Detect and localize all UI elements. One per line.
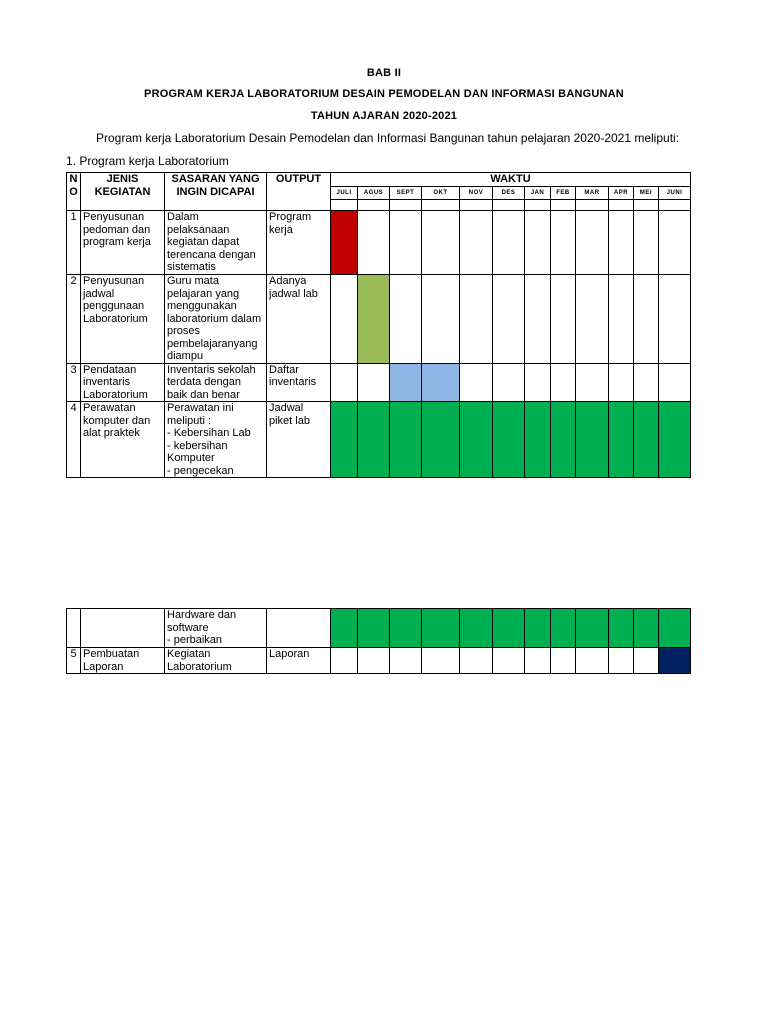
schedule-cell-filled (358, 609, 390, 648)
row-output: Adanya jadwal lab (267, 275, 331, 364)
row-sasaran: Hardware dan software - perbaikan (165, 609, 267, 648)
month-header: MEI (634, 186, 659, 200)
month-header: FEB (551, 186, 576, 200)
row-no: 5 (67, 648, 81, 674)
row-no (67, 609, 81, 648)
schedule-cell-filled (390, 402, 422, 478)
schedule-cell-filled (422, 609, 460, 648)
schedule-cell-filled (659, 648, 691, 674)
schedule-cell-filled (634, 402, 659, 478)
schedule-cell-filled (331, 609, 358, 648)
schedule-cell-filled (331, 402, 358, 478)
month-header: SEPT (390, 186, 422, 200)
intro-paragraph: Program kerja Laboratorium Desain Pemodelan dan Informasi Bangunan tahun pelajaran 2020-2021 meliputi: (96, 131, 680, 145)
schedule-cell-filled (576, 402, 609, 478)
row-jenis (81, 609, 165, 648)
month-header: NOV (460, 186, 493, 200)
schedule-cell-filled (460, 402, 493, 478)
month-header: OKT (422, 186, 460, 200)
schedule-cell-filled (390, 609, 422, 648)
schedule-cell-filled (493, 402, 525, 478)
row-sasaran: Perawatan ini meliputi : - Kebersihan Lab - kebersihan Komputer - pengecekan (165, 402, 267, 478)
row-jenis: Perawatan komputer dan alat praktek (81, 402, 165, 478)
schedule-cell-filled (576, 609, 609, 648)
month-header: APR (609, 186, 634, 200)
schedule-cell-filled (460, 609, 493, 648)
month-header: MAR (576, 186, 609, 200)
schedule-cell-filled (422, 363, 460, 402)
schedule-cell-filled (358, 402, 390, 478)
row-sasaran: Guru mata pelajaran yang menggunakan laboratorium dalam proses pembelajaranyang diampu (165, 275, 267, 364)
program-table (66, 172, 691, 478)
month-header: JAN (525, 186, 551, 200)
row-output: Jadwal piket lab (267, 402, 331, 478)
month-header: DES (493, 186, 525, 200)
section-heading: 1. Program kerja Laboratorium (66, 154, 229, 168)
schedule-cell-filled (493, 609, 525, 648)
table-row (67, 402, 691, 478)
schedule-cell-filled (331, 211, 358, 275)
table-row (67, 609, 691, 648)
academic-year: TAHUN AJARAN 2020-2021 (310, 110, 458, 122)
row-jenis: Penyusunan jadwal penggunaan Laboratorium (81, 275, 165, 364)
row-output: Program kerja (267, 211, 331, 275)
bab-heading: BAB II (366, 67, 402, 79)
header-waktu: WAKTU (331, 173, 691, 187)
row-jenis: Pendataan inventaris Laboratorium (81, 363, 165, 402)
schedule-cell-filled (659, 609, 691, 648)
table-row (67, 363, 691, 402)
table-row (67, 275, 691, 364)
schedule-cell-filled (659, 402, 691, 478)
table-row (67, 211, 691, 275)
row-output (267, 609, 331, 648)
row-no: 2 (67, 275, 81, 364)
schedule-cell-filled (390, 363, 422, 402)
schedule-cell-filled (609, 402, 634, 478)
program-table-continued (66, 608, 691, 674)
month-header: JULI (331, 186, 358, 200)
schedule-cell-filled (634, 609, 659, 648)
header-output: OUTPUT (267, 173, 331, 211)
header-jenis-kegiatan: JENIS KEGIATAN (81, 173, 165, 211)
schedule-cell-filled (551, 609, 576, 648)
row-no: 3 (67, 363, 81, 402)
row-output: Daftar inventaris (267, 363, 331, 402)
schedule-cell-filled (358, 275, 390, 364)
month-header: AGUS (358, 186, 390, 200)
document-title: PROGRAM KERJA LABORATORIUM DESAIN PEMODELAN DAN INFORMASI BANGUNAN (144, 88, 624, 100)
month-header: JUNI (659, 186, 691, 200)
schedule-cell-filled (609, 609, 634, 648)
table-row (67, 648, 691, 674)
row-sasaran: Kegiatan Laboratorium (165, 648, 267, 674)
row-jenis: Penyusunan pedoman dan program kerja (81, 211, 165, 275)
header-sasaran: SASARAN YANG INGIN DICAPAI (165, 173, 267, 211)
schedule-cell-filled (525, 609, 551, 648)
row-output: Laporan (267, 648, 331, 674)
row-sasaran: Inventaris sekolah terdata dengan baik dan benar (165, 363, 267, 402)
row-jenis: Pembuatan Laporan (81, 648, 165, 674)
schedule-cell-filled (551, 402, 576, 478)
row-sasaran: Dalam pelaksanaan kegiatan dapat terencana dengan sistematis (165, 211, 267, 275)
schedule-cell-filled (422, 402, 460, 478)
schedule-cell-filled (525, 402, 551, 478)
row-no: 4 (67, 402, 81, 478)
header-no: N O (67, 173, 81, 211)
row-no: 1 (67, 211, 81, 275)
